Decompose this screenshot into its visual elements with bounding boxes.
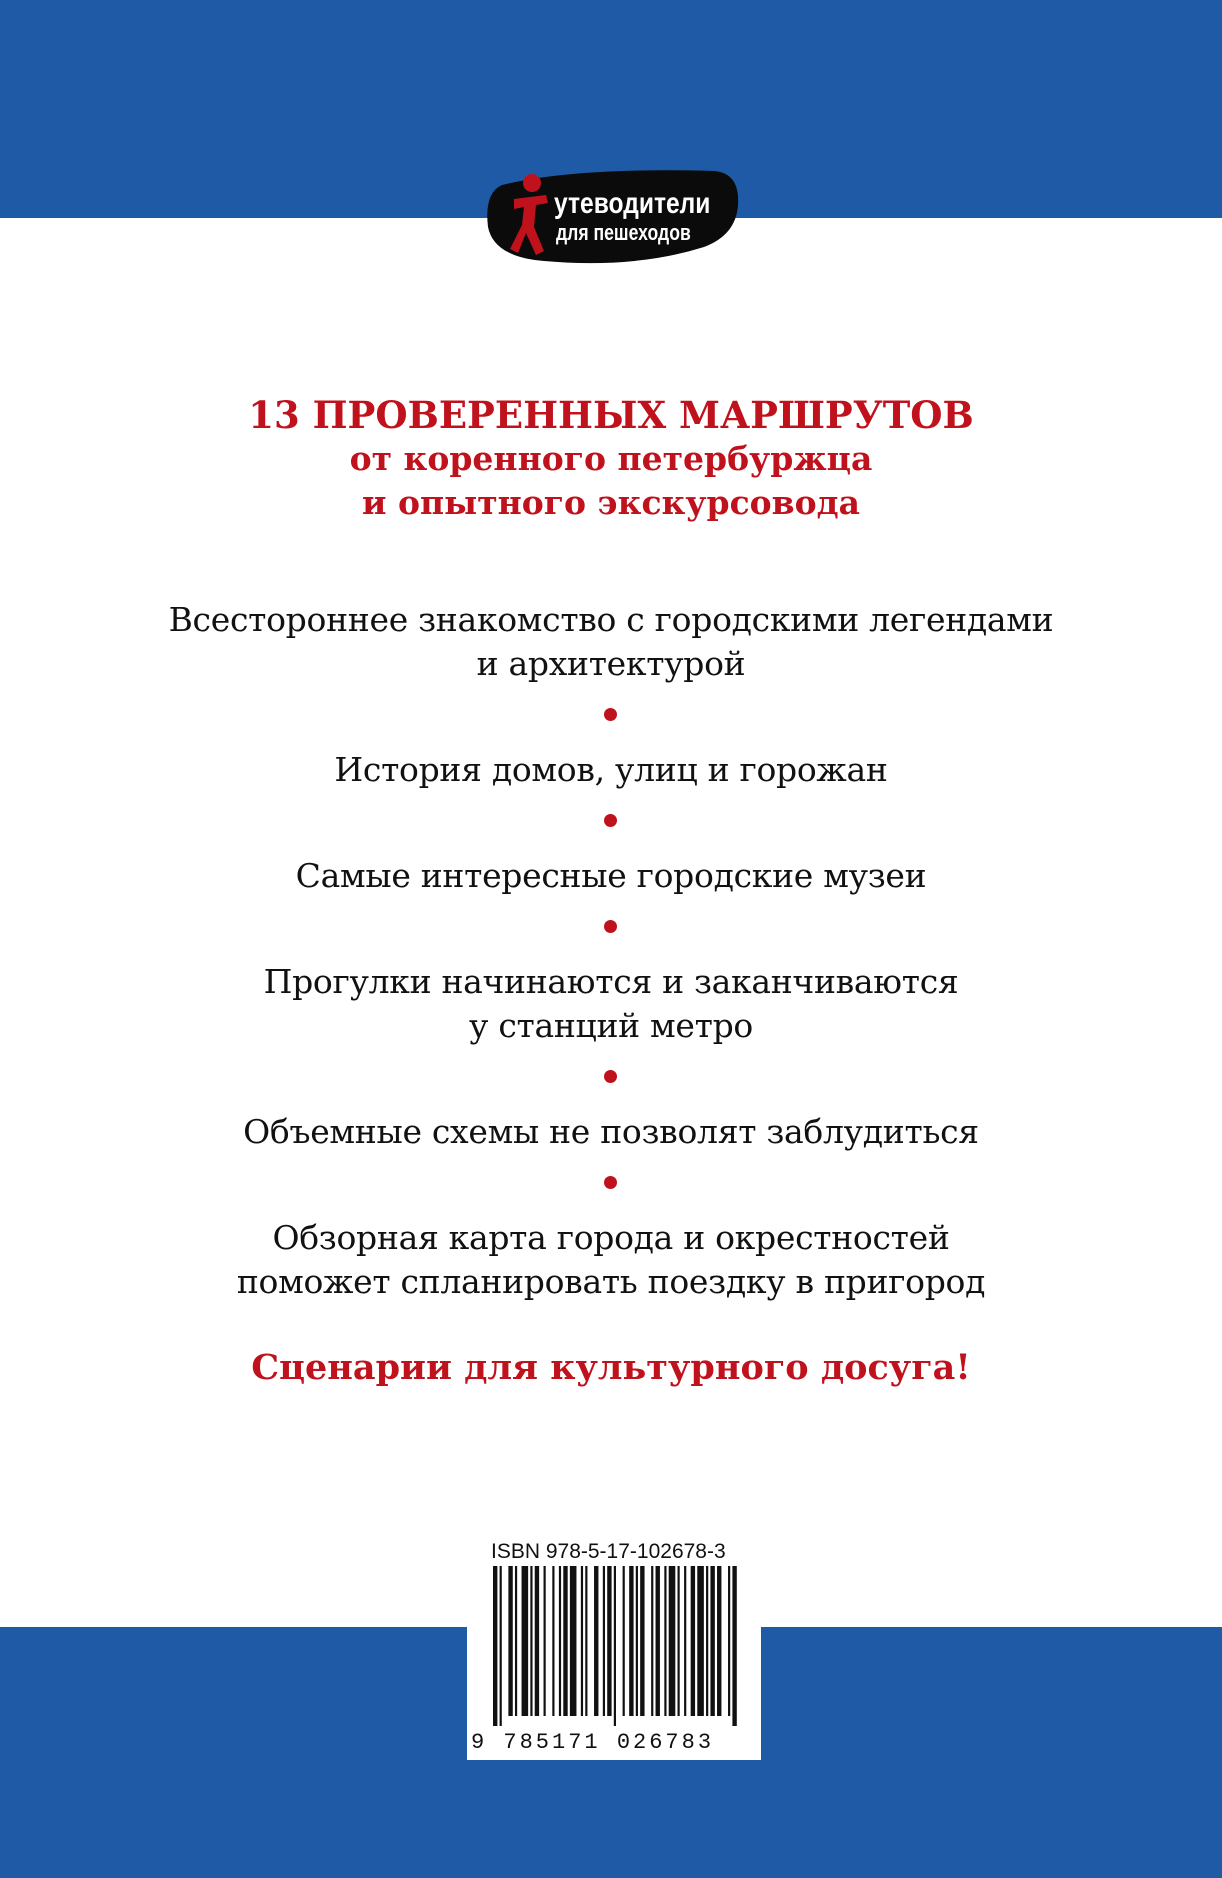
barcode-bar bbox=[493, 1566, 497, 1726]
barcode-bar bbox=[684, 1566, 686, 1716]
feature-line: Прогулки начинаются и заканчиваются bbox=[263, 962, 959, 1001]
barcode-bar bbox=[530, 1566, 532, 1716]
bullet-dot-icon bbox=[604, 1176, 617, 1189]
barcode-bar bbox=[691, 1566, 695, 1716]
bullet-dot-icon bbox=[604, 920, 617, 933]
barcode-bar bbox=[636, 1566, 638, 1716]
barcode-bar bbox=[717, 1566, 721, 1716]
bullet-dot-icon bbox=[604, 1070, 617, 1083]
barcode-bar bbox=[664, 1566, 666, 1716]
bullet-separator bbox=[0, 792, 1222, 854]
feature-item bbox=[0, 1110, 1222, 1154]
barcode-bar bbox=[508, 1566, 512, 1716]
barcode-bar bbox=[500, 1566, 502, 1726]
barcode-bar bbox=[629, 1566, 633, 1716]
barcode-digits: 9 785171 026783 bbox=[471, 1730, 715, 1755]
barcode-bar bbox=[559, 1566, 561, 1716]
barcode-bar bbox=[515, 1566, 517, 1716]
headline-block bbox=[0, 393, 1222, 525]
headline-title: 13 ПРОВЕРЕННЫХ МАРШРУТОВ bbox=[248, 393, 974, 437]
feature-line: поможет спланировать поездку в пригород bbox=[236, 1262, 986, 1301]
bullet-separator bbox=[0, 898, 1222, 960]
feature-line: История домов, улиц и горожан bbox=[334, 750, 888, 789]
logo-title: утеводители bbox=[554, 187, 711, 220]
barcode-bar bbox=[678, 1566, 680, 1716]
headline-subtitle-1: от коренного петербуржца bbox=[349, 439, 873, 478]
feature-line: Самые интересные городские музеи bbox=[295, 856, 927, 895]
isbn-label: ISBN 978-5-17-102678-3 bbox=[491, 1540, 726, 1563]
logo-subtitle: для пешеходов bbox=[556, 220, 691, 245]
feature-line: Всестороннее знакомство с городскими легендами bbox=[168, 600, 1054, 639]
barcode-bar bbox=[563, 1566, 567, 1716]
barcode-bar bbox=[732, 1566, 736, 1726]
series-logo bbox=[484, 165, 742, 270]
barcode-panel bbox=[467, 1534, 761, 1760]
features-list bbox=[0, 598, 1222, 1304]
barcode-bar bbox=[656, 1566, 660, 1716]
barcode-bar bbox=[640, 1566, 644, 1716]
bullet-dot-icon bbox=[604, 708, 617, 721]
barcode-bar bbox=[607, 1566, 611, 1716]
barcode-bar bbox=[614, 1566, 616, 1726]
feature-line: и архитектурой bbox=[476, 644, 746, 683]
barcode-bar bbox=[581, 1566, 583, 1716]
barcode-icon bbox=[491, 1566, 741, 1726]
barcode-bar bbox=[697, 1566, 704, 1716]
bullet-separator bbox=[0, 686, 1222, 748]
barcode-bar bbox=[585, 1566, 587, 1716]
bullet-separator bbox=[0, 1048, 1222, 1110]
barcode-bar bbox=[535, 1566, 539, 1716]
feature-item bbox=[0, 1216, 1222, 1304]
barcode-bar bbox=[552, 1566, 554, 1716]
barcode-bar bbox=[544, 1566, 546, 1716]
slogan: Сценарии для культурного досуга! bbox=[251, 1347, 971, 1388]
barcode-bar bbox=[669, 1566, 676, 1716]
barcode-bar bbox=[728, 1566, 730, 1716]
feature-item bbox=[0, 854, 1222, 898]
barcode-bar bbox=[522, 1566, 529, 1716]
feature-item bbox=[0, 748, 1222, 792]
barcode-bar bbox=[594, 1566, 598, 1716]
barcode-bar bbox=[623, 1566, 625, 1716]
barcode-bar bbox=[710, 1566, 714, 1716]
feature-line: у станций метро bbox=[469, 1006, 753, 1045]
barcode-bar bbox=[570, 1566, 577, 1716]
bullet-separator bbox=[0, 1154, 1222, 1216]
barcode-bar bbox=[603, 1566, 605, 1716]
barcode-bar bbox=[651, 1566, 653, 1716]
headline-subtitle-2: и опытного экскурсовода bbox=[361, 483, 860, 522]
barcode-bar bbox=[706, 1566, 708, 1716]
feature-item bbox=[0, 598, 1222, 686]
feature-item bbox=[0, 960, 1222, 1048]
feature-line: Объемные схемы не позволят заблудиться bbox=[243, 1112, 979, 1151]
feature-line: Обзорная карта города и окрестностей bbox=[272, 1218, 950, 1257]
bullet-dot-icon bbox=[604, 814, 617, 827]
